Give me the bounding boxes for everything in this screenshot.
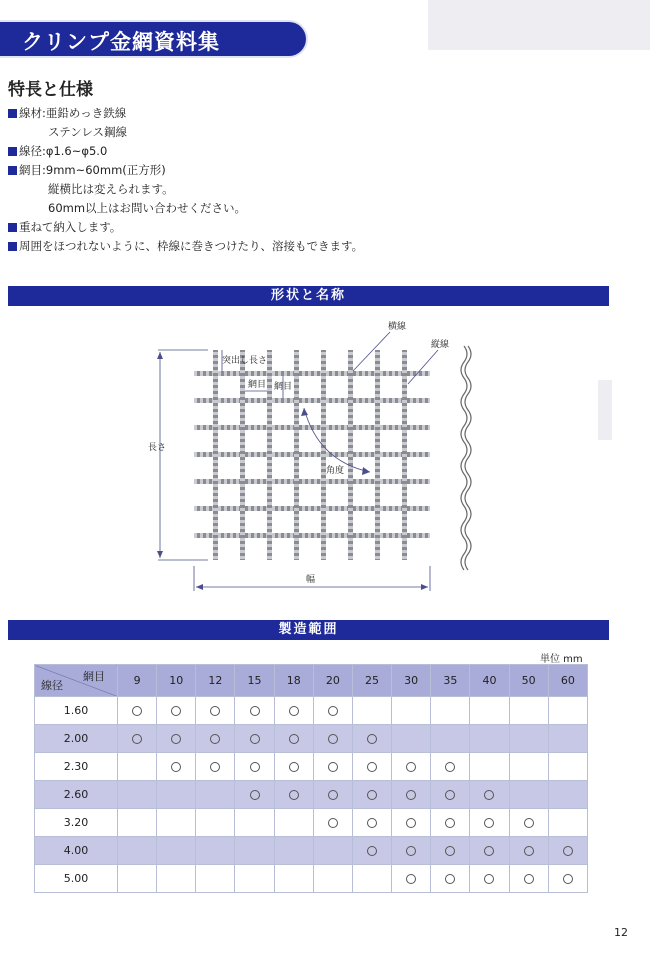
mesh-size-header: 10 xyxy=(157,665,196,697)
available-circle-icon xyxy=(328,762,338,772)
available-circle-icon xyxy=(406,818,416,828)
mesh-size-header: 18 xyxy=(274,665,313,697)
availability-cell xyxy=(313,837,352,865)
availability-cell xyxy=(431,753,470,781)
feature-line: 60mm以上はお問い合わせください。 xyxy=(48,201,247,215)
crimp-mesh-diagram xyxy=(8,316,609,606)
availability-cell xyxy=(196,697,235,725)
mesh-size-header: 60 xyxy=(548,665,587,697)
available-circle-icon xyxy=(250,762,260,772)
availability-cell xyxy=(392,781,431,809)
availability-cell xyxy=(431,725,470,753)
available-circle-icon xyxy=(524,818,534,828)
availability-cell xyxy=(274,697,313,725)
availability-cell xyxy=(470,865,509,893)
availability-cell xyxy=(235,809,274,837)
availability-cell xyxy=(274,809,313,837)
label-mesh-2: 網目 xyxy=(274,382,293,392)
mesh-size-header: 15 xyxy=(235,665,274,697)
feature-line: 線径:φ1.6~φ5.0 xyxy=(8,142,363,161)
availability-cell xyxy=(392,809,431,837)
label-overhang: 突出し長さ xyxy=(222,356,268,366)
availability-cell xyxy=(509,725,548,753)
feature-line: ステンレス鋼線 xyxy=(48,125,128,139)
availability-cell xyxy=(118,697,157,725)
wire-diameter-cell: 2.60 xyxy=(35,781,118,809)
label-vertical-wire: 縦線 xyxy=(431,340,450,350)
feature-line: 線材:亜鉛めっき鉄線 xyxy=(8,104,363,123)
availability-cell xyxy=(118,809,157,837)
availability-cell xyxy=(157,781,196,809)
available-circle-icon xyxy=(367,846,377,856)
wire-diameter-cell: 3.20 xyxy=(35,809,118,837)
availability-cell xyxy=(157,809,196,837)
table-header-row xyxy=(35,665,588,697)
availability-cell xyxy=(431,809,470,837)
available-circle-icon xyxy=(171,762,181,772)
available-circle-icon xyxy=(289,762,299,772)
wire-diameter-cell: 2.00 xyxy=(35,725,118,753)
availability-cell xyxy=(235,865,274,893)
available-circle-icon xyxy=(406,874,416,884)
availability-cell xyxy=(196,725,235,753)
bullet-square-icon xyxy=(8,166,17,175)
availability-cell xyxy=(313,725,352,753)
availability-cell xyxy=(196,753,235,781)
shape-section-bar: 形状と名称 xyxy=(8,286,609,306)
available-circle-icon xyxy=(445,846,455,856)
wire-diameter-cell: 4.00 xyxy=(35,837,118,865)
availability-cell xyxy=(196,781,235,809)
availability-cell xyxy=(509,753,548,781)
availability-cell xyxy=(509,865,548,893)
available-circle-icon xyxy=(132,706,142,716)
available-circle-icon xyxy=(484,874,494,884)
label-mesh-1: 網目 xyxy=(248,380,267,390)
available-circle-icon xyxy=(328,734,338,744)
feature-line: 網目:9mm~60mm(正方形) xyxy=(8,161,363,180)
availability-cell xyxy=(118,725,157,753)
available-circle-icon xyxy=(328,706,338,716)
mesh-size-header: 30 xyxy=(392,665,431,697)
available-circle-icon xyxy=(445,818,455,828)
availability-cell xyxy=(431,865,470,893)
mesh-size-header: 25 xyxy=(352,665,391,697)
availability-cell xyxy=(431,697,470,725)
available-circle-icon xyxy=(210,762,220,772)
mesh-size-header: 9 xyxy=(118,665,157,697)
label-angle: 角度 xyxy=(326,466,345,476)
availability-cell xyxy=(509,697,548,725)
availability-cell xyxy=(392,837,431,865)
wavy-wire-profile xyxy=(461,346,467,570)
mesh-size-header: 20 xyxy=(313,665,352,697)
table-row xyxy=(35,809,588,837)
table-row xyxy=(35,837,588,865)
mesh-size-header: 12 xyxy=(196,665,235,697)
availability-cell xyxy=(118,781,157,809)
availability-cell xyxy=(392,725,431,753)
table-row xyxy=(35,865,588,893)
availability-cell xyxy=(274,837,313,865)
availability-cell xyxy=(509,781,548,809)
availability-cell xyxy=(235,837,274,865)
availability-cell xyxy=(509,837,548,865)
table-row xyxy=(35,725,588,753)
wire-diameter-cell: 1.60 xyxy=(35,697,118,725)
availability-cell xyxy=(392,697,431,725)
availability-cell xyxy=(548,781,587,809)
availability-cell xyxy=(196,837,235,865)
availability-cell xyxy=(548,809,587,837)
availability-cell xyxy=(470,697,509,725)
availability-cell xyxy=(157,725,196,753)
availability-cell xyxy=(548,865,587,893)
available-circle-icon xyxy=(250,734,260,744)
feature-line: 重ねて納入します。 xyxy=(8,218,363,237)
availability-cell xyxy=(548,753,587,781)
availability-cell xyxy=(392,753,431,781)
available-circle-icon xyxy=(367,818,377,828)
availability-cell xyxy=(431,837,470,865)
availability-cell xyxy=(548,697,587,725)
available-circle-icon xyxy=(171,734,181,744)
bullet-square-icon xyxy=(8,147,17,156)
available-circle-icon xyxy=(250,706,260,716)
features-heading: 特長と仕様 xyxy=(8,80,93,100)
availability-cell xyxy=(470,781,509,809)
availability-cell xyxy=(157,837,196,865)
availability-cell xyxy=(313,865,352,893)
availability-cell xyxy=(235,725,274,753)
range-section-bar: 製造範囲 xyxy=(8,620,609,640)
available-circle-icon xyxy=(289,734,299,744)
available-circle-icon xyxy=(171,706,181,716)
available-circle-icon xyxy=(484,790,494,800)
mesh-size-header: 40 xyxy=(470,665,509,697)
bullet-square-icon xyxy=(8,242,17,251)
features-list xyxy=(8,104,363,256)
available-circle-icon xyxy=(445,874,455,884)
availability-cell xyxy=(470,725,509,753)
available-circle-icon xyxy=(563,874,573,884)
wire-diameter-cell: 2.30 xyxy=(35,753,118,781)
available-circle-icon xyxy=(484,846,494,856)
availability-cell xyxy=(118,865,157,893)
availability-cell xyxy=(118,837,157,865)
availability-cell xyxy=(470,809,509,837)
available-circle-icon xyxy=(524,874,534,884)
availability-cell xyxy=(274,725,313,753)
availability-cell xyxy=(313,781,352,809)
availability-cell xyxy=(352,809,391,837)
available-circle-icon xyxy=(406,790,416,800)
available-circle-icon xyxy=(328,790,338,800)
availability-cell xyxy=(235,753,274,781)
availability-cell xyxy=(157,697,196,725)
table-corner-cell: 網目 線径 xyxy=(35,665,118,697)
available-circle-icon xyxy=(563,846,573,856)
availability-cell xyxy=(157,865,196,893)
availability-cell xyxy=(313,753,352,781)
availability-cell xyxy=(196,865,235,893)
availability-cell xyxy=(352,753,391,781)
availability-cell xyxy=(431,781,470,809)
table-row xyxy=(35,753,588,781)
availability-cell xyxy=(235,781,274,809)
unit-label: 単位 mm xyxy=(540,654,583,665)
availability-cell xyxy=(274,753,313,781)
availability-cell xyxy=(352,865,391,893)
available-circle-icon xyxy=(406,762,416,772)
available-circle-icon xyxy=(367,790,377,800)
availability-cell xyxy=(274,781,313,809)
availability-cell xyxy=(352,697,391,725)
availability-cell xyxy=(118,753,157,781)
available-circle-icon xyxy=(250,790,260,800)
availability-cell xyxy=(235,697,274,725)
available-circle-icon xyxy=(210,706,220,716)
label-horizontal-wire: 横線 xyxy=(388,322,407,332)
availability-cell xyxy=(274,865,313,893)
wire-diameter-cell: 5.00 xyxy=(35,865,118,893)
availability-cell xyxy=(392,865,431,893)
availability-cell xyxy=(470,753,509,781)
table-row xyxy=(35,697,588,725)
available-circle-icon xyxy=(484,818,494,828)
feature-line: 周囲をほつれないように、枠線に巻きつけたり、溶接もできます。 xyxy=(8,237,363,256)
availability-cell xyxy=(470,837,509,865)
available-circle-icon xyxy=(210,734,220,744)
table-row xyxy=(35,781,588,809)
available-circle-icon xyxy=(367,734,377,744)
bullet-square-icon xyxy=(8,223,17,232)
availability-cell xyxy=(196,809,235,837)
bullet-square-icon xyxy=(8,109,17,118)
availability-cell xyxy=(548,837,587,865)
available-circle-icon xyxy=(289,790,299,800)
label-width: 幅 xyxy=(306,575,316,585)
ghost-header-box xyxy=(428,0,650,50)
horizontal-wires xyxy=(194,371,430,538)
availability-cell xyxy=(352,837,391,865)
availability-cell xyxy=(548,725,587,753)
available-circle-icon xyxy=(132,734,142,744)
mesh-size-header: 50 xyxy=(509,665,548,697)
available-circle-icon xyxy=(524,846,534,856)
manufacturing-range-table xyxy=(34,664,588,893)
label-length: 長さ xyxy=(148,443,167,453)
available-circle-icon xyxy=(445,790,455,800)
available-circle-icon xyxy=(445,762,455,772)
availability-cell xyxy=(157,753,196,781)
availability-cell xyxy=(509,809,548,837)
page-title-banner xyxy=(0,22,306,56)
available-circle-icon xyxy=(367,762,377,772)
available-circle-icon xyxy=(406,846,416,856)
availability-cell xyxy=(352,725,391,753)
page-title: クリンプ金網資料集 xyxy=(22,30,220,54)
availability-cell xyxy=(313,809,352,837)
mesh-size-header: 35 xyxy=(431,665,470,697)
available-circle-icon xyxy=(289,706,299,716)
feature-line: 縦横比は変えられます。 xyxy=(48,182,174,196)
availability-cell xyxy=(352,781,391,809)
page-number: 12 xyxy=(614,926,628,939)
availability-cell xyxy=(313,697,352,725)
available-circle-icon xyxy=(328,818,338,828)
